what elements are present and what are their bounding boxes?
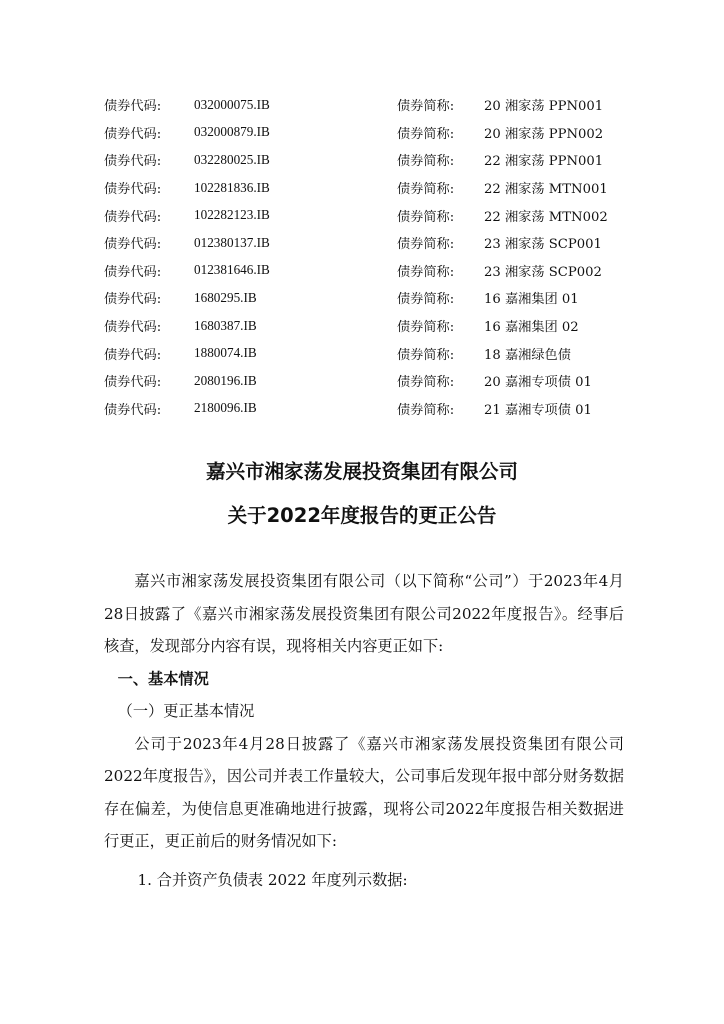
bond-code-label: 债券代码: [104,347,162,363]
bond-name: 20 湘家荡 PPN002 [484,126,604,142]
bond-name-label: 债券简称: [397,237,455,253]
bond-code: 2180096.IB [194,400,257,416]
bond-code: 102281836.IB [194,179,270,195]
bond-row [104,174,624,202]
bond-code: 1680295.IB [194,289,257,305]
bond-name-label: 债券简称: [397,182,455,198]
bond-name-label: 债券简称: [397,347,455,363]
bond-row [104,312,624,340]
bond-name-label: 债券简称: [397,320,455,336]
bond-code: 012381646.IB [194,262,270,278]
bond-code: 032280025.IB [194,151,270,167]
announcement-subject-title: 关于2022年度报告的更正公告 [227,504,497,527]
bond-code-label: 债券代码: [104,99,162,115]
bond-code: 032000879.IB [194,124,270,140]
bond-table [104,91,624,422]
bond-code: 032000075.IB [194,96,270,112]
bond-name: 23 湘家荡 SCP001 [484,237,602,253]
bond-code-label: 债券代码: [104,375,162,391]
bond-name: 16 嘉湘集团 01 [484,292,579,308]
bond-name: 23 湘家荡 SCP002 [484,264,602,280]
bond-name: 20 嘉湘专项债 01 [484,375,592,391]
bond-row [104,201,624,229]
bond-code-label: 债券代码: [104,209,162,225]
bond-row [104,229,624,257]
bond-code-label: 债券代码: [104,402,162,418]
correction-paragraph: 公司于2023年4月28日披露了《嘉兴市湘家荡发展投资集团有限公司2022年度报告》，因公司并表工作量较大，公司事后发现年报中部分财务数据存在偏差，为使信息更准确地进行披露，现将公司2022年度报告相关数据进行更正，更正前后的财务情况如下: [104,734,624,850]
announcement-title [0,450,724,538]
bond-name-label: 债券简称: [397,402,455,418]
intro-paragraph: 嘉兴市湘家荡发展投资集团有限公司（以下简称“公司”）于2023年4月28日披露了《嘉兴市湘家荡发展投资集团有限公司2022年度报告》。经事后核查，发现部分内容有误，现将相关内容更正如下: [104,572,624,655]
bond-name: 20 湘家荡 PPN001 [484,99,604,115]
bond-row [104,367,624,395]
announcement-body [104,565,624,911]
bond-code-label: 债券代码: [104,126,162,142]
bond-name-label: 债券简称: [397,375,455,391]
bond-row [104,339,624,367]
bond-row [104,119,624,147]
bond-name: 21 嘉湘专项债 01 [484,402,592,418]
bond-row [104,146,624,174]
bond-name-label: 债券简称: [397,209,455,225]
bond-name-label: 债券简称: [397,126,455,142]
bond-name: 22 湘家荡 MTN002 [484,209,608,225]
bond-code-label: 债券代码: [104,237,162,253]
bond-name: 22 湘家荡 PPN001 [484,154,604,170]
list-item-balance-sheet: 1. 合并资产负债表 2022 年度列示数据: [137,870,408,889]
bond-code: 012380137.IB [194,234,270,250]
bond-code-label: 债券代码: [104,264,162,280]
bond-code: 2080196.IB [194,372,257,388]
bond-name: 22 湘家荡 MTN001 [484,182,608,198]
bond-code-label: 债券代码: [104,292,162,308]
bond-name-label: 债券简称: [397,99,455,115]
bond-code-label: 债券代码: [104,154,162,170]
section-heading-basic-info: 一、基本情况 [117,669,209,688]
bond-row [104,284,624,312]
bond-code: 1880074.IB [194,345,257,361]
bond-code: 102282123.IB [194,207,270,223]
bond-name-label: 债券简称: [397,292,455,308]
bond-row [104,91,624,119]
company-name-title: 嘉兴市湘家荡发展投资集团有限公司 [205,460,518,483]
bond-name-label: 债券简称: [397,264,455,280]
bond-name: 16 嘉湘集团 02 [484,320,579,336]
bond-code-label: 债券代码: [104,320,162,336]
bond-code-label: 债券代码: [104,182,162,198]
bond-name-label: 债券简称: [397,154,455,170]
bond-row [104,395,624,423]
bond-code: 1680387.IB [194,317,257,333]
subsection-heading-correction: （一）更正基本情况 [117,702,255,720]
bond-row [104,257,624,285]
bond-name: 18 嘉湘绿色债 [484,347,571,363]
